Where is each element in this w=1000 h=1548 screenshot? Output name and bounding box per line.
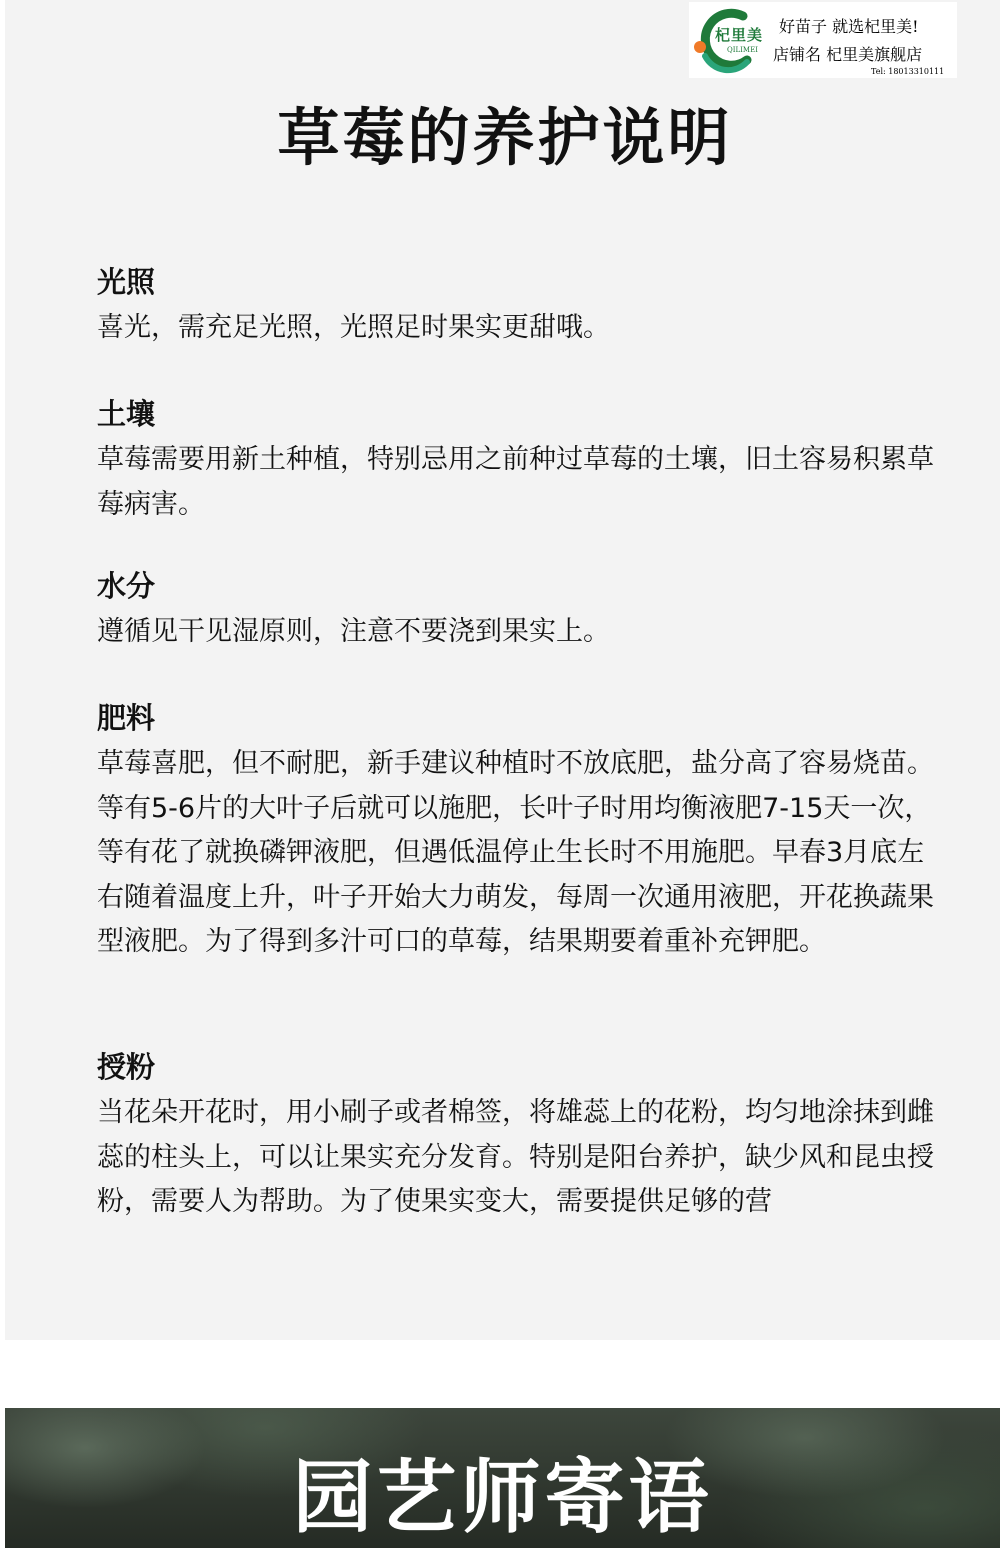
section-heading: 水分 — [97, 569, 156, 603]
section-body: 遵循见干见湿原则，注意不要浇到果实上。 — [97, 616, 610, 647]
gardener-message-banner — [5, 1408, 1000, 1548]
section-body: 当花朵开花时，用小刷子或者棉签，将雄蕊上的花粉，均匀地涂抹到雌蕊的柱头上，可以让果实充分发育。特别是阳台养护，缺少风和昆虫授粉，需要人为帮助。为了使果实变大，需要提供足够的营 — [97, 1097, 934, 1217]
page-title: 草莓的养护说明 — [277, 101, 733, 174]
brand-logo — [689, 2, 957, 78]
section-pollination — [97, 1047, 937, 1225]
brand-slogan: 好苗子 就选杞里美! — [779, 17, 919, 36]
section-heading: 土壤 — [97, 397, 156, 431]
section-body: 喜光，需充足光照，光照足时果实更甜哦。 — [97, 312, 610, 343]
section-fertilizer — [97, 698, 937, 965]
brand-logo-pinyin: QILIMEI — [727, 46, 758, 54]
section-heading: 授粉 — [97, 1050, 156, 1084]
section-body: 草莓需要用新土种植，特别忌用之前种过草莓的土壤，旧土容易积累草莓病害。 — [97, 444, 934, 520]
brand-tel: Tel: 18013310111 — [871, 67, 945, 76]
brand-store-name: 店铺名 杞里美旗舰店 — [773, 45, 923, 64]
care-guide-card — [5, 0, 1000, 1340]
section-water — [97, 566, 937, 655]
section-light — [97, 262, 937, 351]
section-body: 草莓喜肥，但不耐肥，新手建议种植时不放底肥，盐分高了容易烧苗。等有5-6片的大叶子后就可以施肥，长叶子时用均衡液肥7-15天一次，等有花了就换磷钾液肥，但遇低温停止生长时不用施肥。早春3月底左右随着温度上升，叶子开始大力萌发，每周一次通用液肥，开花换蔬果型液肥。为了得到多汁可口的草莓，结果期要着重补充钾肥。 — [97, 748, 934, 957]
section-soil — [97, 394, 937, 527]
section-heading: 光照 — [97, 265, 156, 299]
banner-title: 园艺师寄语 — [292, 1451, 713, 1544]
brand-logo-name: 杞里美 — [715, 26, 764, 44]
section-heading: 肥料 — [97, 701, 156, 735]
